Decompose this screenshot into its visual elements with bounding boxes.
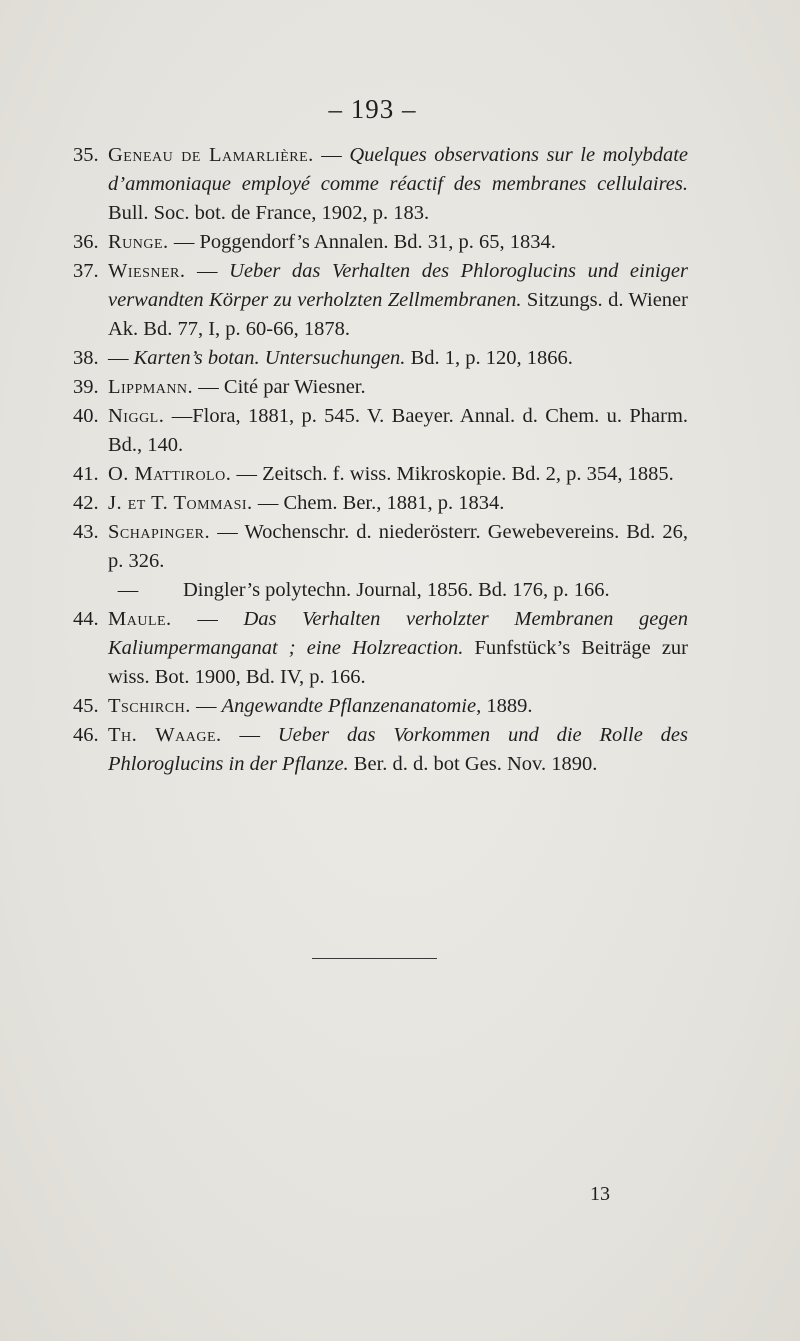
reference-46 <box>73 721 688 779</box>
ref-sep: — <box>185 260 230 282</box>
ref-sep: — <box>108 347 134 369</box>
ref-sep: — <box>168 231 200 253</box>
ref-sep: — <box>210 521 245 543</box>
ref-author: Schapinger. <box>108 521 211 543</box>
ref-sep: — <box>164 405 193 427</box>
end-rule <box>312 958 437 959</box>
ref-source: Flora, 1881, p. 545. V. Baeyer. Annal. d. Chem. u. Pharm. Bd., 140. <box>108 405 689 456</box>
ref-title: Ueber das Verhalten des Phloroglucins und einiger verwandten Körper zu verholzten Zellmembranen. <box>108 260 688 311</box>
ref-number: — <box>117 579 139 601</box>
reference-42 <box>73 489 688 518</box>
ref-author: Th. Waage. <box>108 724 222 746</box>
ref-source: Wochenschr. d. niederösterr. Gewebevereins. Bd. 26, p. 326. <box>108 521 689 572</box>
ref-source: Chem. Ber., 1881, p. 1834. <box>283 492 505 514</box>
reference-36 <box>73 228 688 257</box>
ref-title: Quelques observations sur le molybdate d’ammoniaque employé comme réactif des membranes cellulaires. <box>108 144 688 195</box>
reference-44 <box>73 605 688 692</box>
ref-author: Runge. <box>108 231 169 253</box>
ref-number: 37. <box>73 260 99 282</box>
ref-author: Wiesner. <box>108 260 186 282</box>
ref-author: Tschirch. <box>108 695 191 717</box>
ref-number: 46. <box>73 724 99 746</box>
reference-38 <box>73 344 688 373</box>
ref-source: Dingler’s polytechn. Journal, 1856. Bd. 176, p. 166. <box>183 579 610 601</box>
ref-source: Cité par Wiesner. <box>223 376 366 398</box>
ref-source: Ber. d. d. bot Ges. Nov. 1890. <box>348 753 598 775</box>
ref-number: 39. <box>73 376 99 398</box>
ref-title: Ueber das Vorkommen und die Rolle des Phloroglucins in der Pflanze. <box>108 724 688 775</box>
reference-43 <box>73 518 688 576</box>
ref-sep: — <box>231 463 263 485</box>
ref-sep: — <box>313 144 350 166</box>
ref-number: 40. <box>73 405 99 427</box>
ref-number: 35. <box>73 144 99 166</box>
page-number: – 193 – <box>328 94 417 124</box>
ref-source: Poggendorf’s Annalen. Bd. 31, p. 65, 1834. <box>199 231 556 253</box>
ref-author: Geneau de Lamarlière. <box>108 144 314 166</box>
ref-sep: — <box>193 376 224 398</box>
ref-source: Funfstück’s Beiträge zur wiss. Bot. 1900, Bd. IV, p. 166. <box>108 637 688 688</box>
ref-author: Lippmann. <box>108 376 194 398</box>
ref-title: Karten’s botan. Untersuchungen. <box>133 347 406 369</box>
ref-number: 42. <box>73 492 99 514</box>
ref-sep: — <box>252 492 284 514</box>
ref-sep: — <box>190 695 222 717</box>
ref-source: Zeitsch. f. wiss. Mikroskopie. Bd. 2, p. 354, 1885. <box>262 463 674 485</box>
ref-source: Bd. 1, p. 120, 1866. <box>405 347 573 369</box>
signature-mark: 13 <box>590 1183 610 1205</box>
ref-number: 44. <box>73 608 99 630</box>
ref-title: Das Verhalten verholzter Membranen gegen Kaliumpermanganat ; eine Holzreaction. <box>108 608 689 659</box>
ref-number: 41. <box>73 463 99 485</box>
ref-number: 38. <box>73 347 99 369</box>
reference-40 <box>73 402 688 460</box>
ref-number: 36. <box>73 231 99 253</box>
reference-43-cont <box>73 576 688 605</box>
ref-source: Sitzungs. d. Wiener Ak. Bd. 77, I, p. 60-66, 1878. <box>108 289 688 340</box>
ref-author: J. et T. Tommasi. <box>108 492 253 514</box>
ref-title: Angewandte Pflanzenanatomie, <box>221 695 482 717</box>
reference-45 <box>73 692 688 721</box>
ref-sep: — <box>171 608 244 630</box>
ref-source: Bull. Soc. bot. de France, 1902, p. 183. <box>108 202 430 224</box>
reference-41 <box>73 460 688 489</box>
reference-39 <box>73 373 688 402</box>
ref-number: 45. <box>73 695 99 717</box>
ref-sep: — <box>221 724 278 746</box>
ref-author: O. Mattirolo. <box>108 463 232 485</box>
ref-number: 43. <box>73 521 99 543</box>
ref-author: Niggl. <box>108 405 165 427</box>
reference-37 <box>73 257 688 344</box>
ref-author: Maule. <box>108 608 172 630</box>
ref-source: 1889. <box>481 695 533 717</box>
reference-35 <box>73 141 688 228</box>
reference-list <box>73 141 688 779</box>
